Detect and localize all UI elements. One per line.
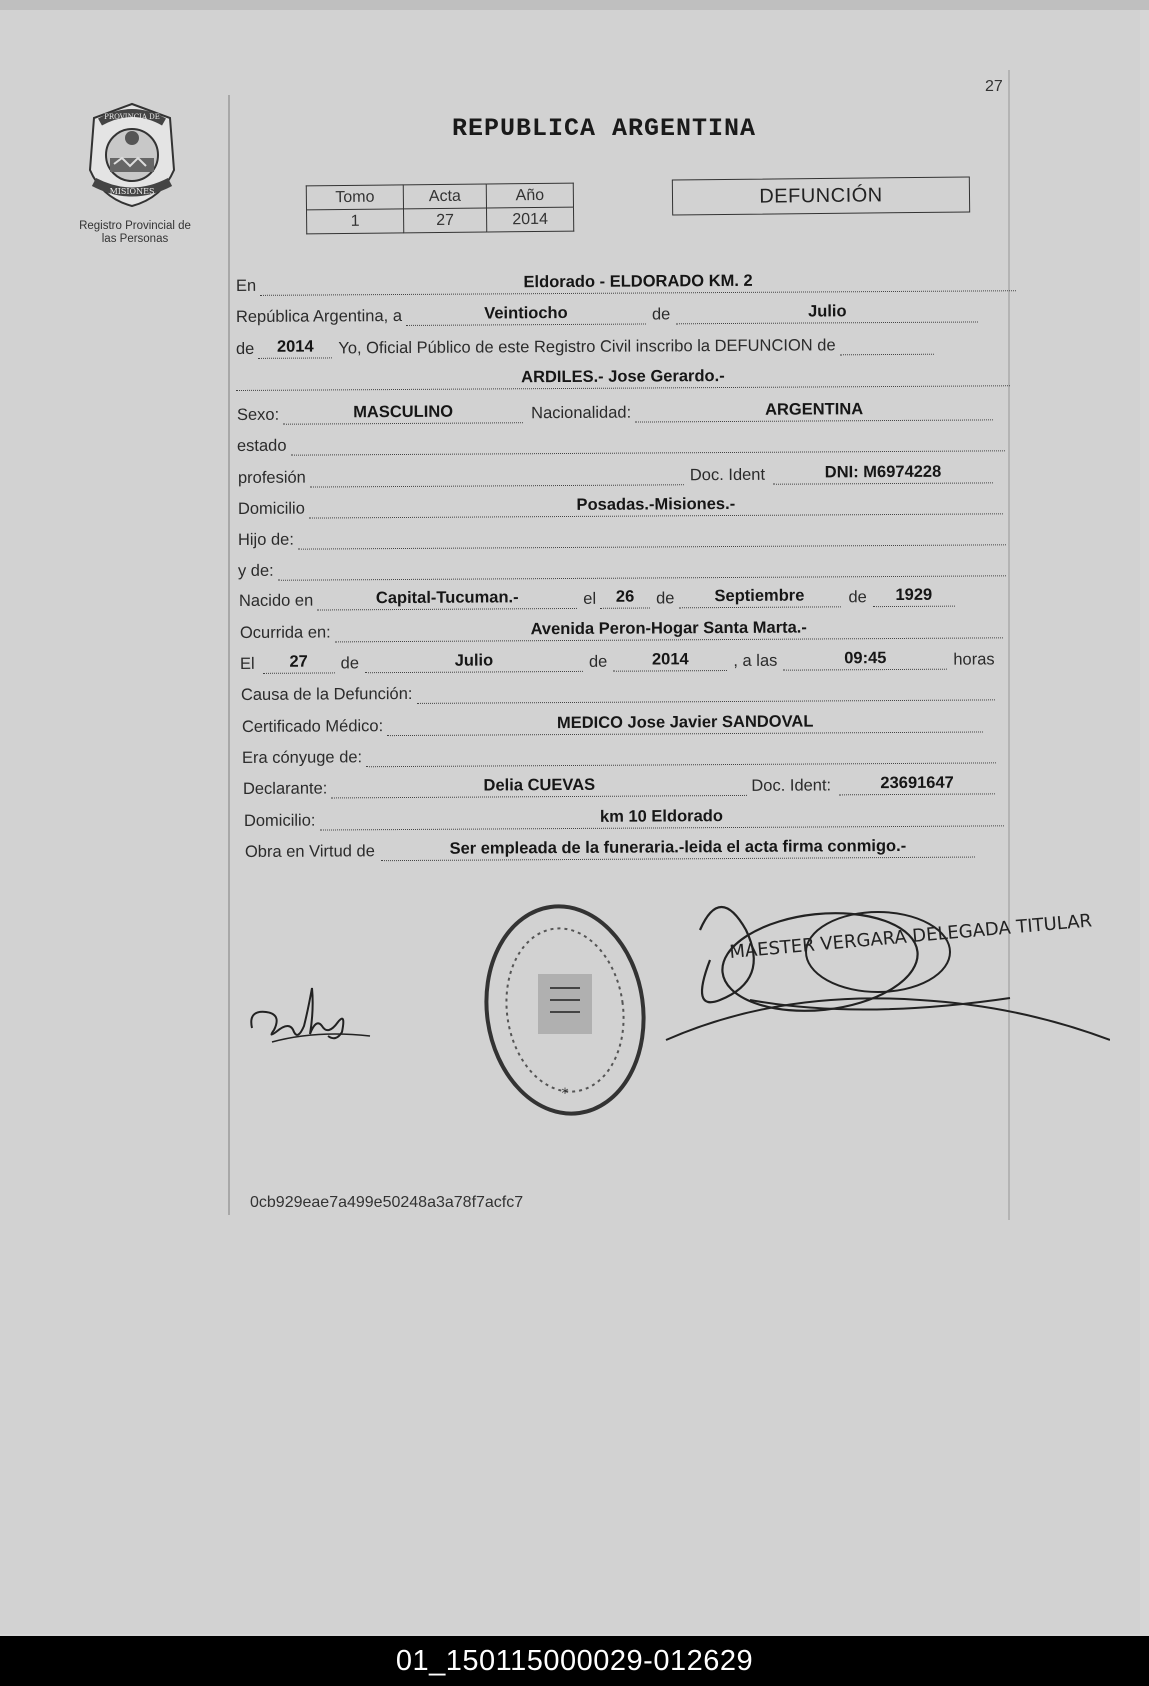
row-spouse: Era cónyuge de: [242, 742, 996, 768]
medical-certificate-field: MEDICO Jose Javier SANDOVAL [387, 711, 983, 736]
oficial-blank [840, 334, 934, 356]
row-birth: Nacido en Capital-Tucuman.- el 26 de Septiembre de 1929 [239, 586, 955, 611]
row-profession: profesión Doc. Ident DNI: M6974228 [238, 462, 993, 488]
birth-month-field: Septiembre [678, 586, 840, 608]
official-signature-icon [660, 890, 1110, 1060]
death-day-field: 27 [263, 652, 335, 673]
row-domicile: Domicilio Posadas.-Misiones.- [238, 493, 1003, 519]
row-sex: Sexo: MASCULINO Nacionalidad: ARGENTINA [237, 399, 993, 425]
row-virtue: Obra en Virtud de Ser empleada de la funeraria.-leida el acta firma conmigo.- [245, 837, 975, 862]
row-name [236, 365, 1010, 391]
virtue-field: Ser empleada de la funeraria.-leida el acta firma conmigo.- [381, 837, 975, 862]
death-month-field: Julio [365, 651, 583, 673]
death-place-field: Avenida Peron-Hogar Santa Marta.- [335, 617, 1003, 642]
footer-id-bar: 01_150115000029-012629 [0, 1636, 1149, 1686]
domicile-field: Posadas.-Misiones.- [309, 493, 1003, 518]
row-declarant-domicile: Domicilio: km 10 Eldorado [244, 805, 1004, 831]
nationality-field: ARGENTINA [635, 399, 993, 422]
acta-value: 27 [404, 208, 487, 233]
father-field [298, 524, 1006, 549]
seal-text-top: PROVINCIA DE [104, 113, 160, 121]
anio-header: Año [486, 183, 573, 208]
birth-year-field: 1929 [873, 586, 955, 608]
row-estado: estado [237, 430, 1005, 456]
seal-caption: Registro Provincial de las Personas [79, 220, 191, 245]
page-title: REPUBLICA ARGENTINA [452, 114, 757, 143]
death-year-field: 2014 [613, 650, 727, 672]
row-death-date: El 27 de Julio de 2014 , a las 09:45 horas [239, 649, 995, 673]
birth-place-field: Capital-Tucuman.- [317, 588, 577, 611]
month-field: Julio [676, 301, 978, 324]
seal-star: * [561, 1086, 569, 1102]
official-round-seal-icon [480, 900, 650, 1120]
profession-field [310, 464, 684, 487]
deceased-name-field: ARDILES.- Jose Gerardo.- [236, 365, 1010, 391]
estado-field [290, 430, 1004, 455]
year-field: 2014 [258, 337, 332, 358]
document-type-box: DEFUNCIÓN [672, 176, 970, 215]
acta-header: Acta [403, 184, 486, 209]
declarant-signature-icon [246, 980, 376, 1060]
seal-text-bottom: MISIONES [109, 187, 155, 196]
mother-field [278, 555, 1006, 580]
spouse-field [366, 742, 996, 767]
birth-day-field: 26 [600, 587, 650, 608]
day-field: Veintiocho [406, 303, 646, 325]
row-year: de 2014 Yo, Oficial Público de este Registro Civil inscribo la DEFUNCION de [236, 334, 934, 359]
row-declarant: Declarante: Delia CUEVAS Doc. Ident: 23691647 [243, 773, 995, 799]
document-hash: 0cb929eae7a499e50248a3a78f7acfc7 [250, 1194, 524, 1211]
declarant-doc-field: 23691647 [839, 773, 995, 795]
doc-id-field: DNI: M6974228 [773, 462, 993, 484]
stamp-text: MAESTER VERGARA DELEGADA TITULAR [728, 910, 1093, 963]
row-cause: Causa de la Defunción: [241, 679, 995, 705]
row-father: Hijo de: [238, 524, 1006, 550]
row-date: República Argentina, a Veintiocho de Julio [236, 301, 979, 327]
declarant-field: Delia CUEVAS [331, 775, 747, 799]
tomo-header: Tomo [306, 185, 403, 210]
page-number: 27 [985, 78, 1003, 95]
anio-value: 2014 [486, 207, 573, 232]
cause-field [416, 679, 994, 704]
death-time-field: 09:45 [783, 649, 947, 671]
row-certificate: Certificado Médico: MEDICO Jose Javier SANDOVAL [242, 711, 983, 737]
row-mother: y de: [238, 555, 1006, 581]
tomo-value: 1 [307, 209, 404, 234]
declarant-domicile-field: km 10 Eldorado [319, 805, 1003, 830]
sex-field: MASCULINO [283, 402, 523, 424]
place-field: Eldorado - ELDORADO KM. 2 [260, 270, 1016, 296]
row-place: En Eldorado - ELDORADO KM. 2 [236, 270, 1016, 296]
row-death-place: Ocurrida en: Avenida Peron-Hogar Santa Marta.- [240, 617, 1003, 643]
